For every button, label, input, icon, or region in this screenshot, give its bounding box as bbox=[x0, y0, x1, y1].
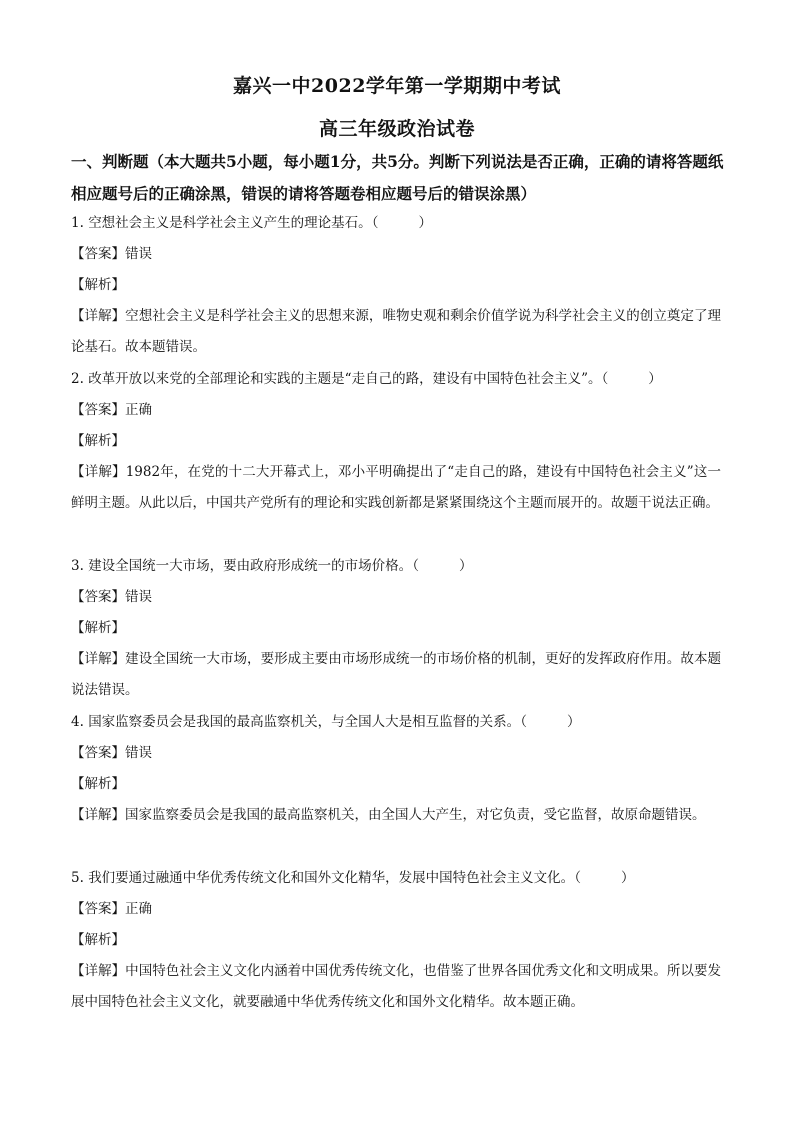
analysis-row-5 bbox=[71, 930, 723, 950]
answer-value: 错误 bbox=[125, 745, 152, 761]
detail-4 bbox=[71, 800, 721, 831]
question-text: 改革开放以来党的全部理论和实践的主题是“走自己的路，建设有中国特色社会主义”。 bbox=[88, 371, 602, 387]
question-number: 1. bbox=[71, 215, 84, 231]
answer-row-2 bbox=[71, 400, 723, 420]
question-4: 4. 国家监察委员会是我国的最高监察机关，与全国人大是相互监督的关系。（ ） bbox=[71, 714, 581, 730]
analysis-label: 【解析】 bbox=[71, 277, 125, 293]
analysis-row-3 bbox=[71, 618, 723, 638]
detail-label: 【详解】 bbox=[71, 308, 126, 324]
detail-text: 1982年，在党的十二大开幕式上，邓小平明确提出了“走自己的路，建设有中国特色社会主义”这一鲜明主题。从此以后，中国共产党所有的理论和实践创新都是紧紧围绕这个主题而展开的。故题干说法正确。 bbox=[71, 464, 721, 511]
answer-row-5 bbox=[71, 899, 723, 919]
answer-label: 【答案】 bbox=[71, 246, 125, 262]
answer-row-3 bbox=[71, 587, 723, 607]
answer-value: 错误 bbox=[125, 246, 152, 262]
answer-value: 错误 bbox=[125, 589, 152, 605]
question-text: 国家监察委员会是我国的最高监察机关，与全国人大是相互监督的关系。 bbox=[88, 714, 521, 730]
question-text: 空想社会主义是科学社会主义产生的理论基石。 bbox=[88, 215, 372, 231]
answer-value: 正确 bbox=[125, 402, 152, 418]
section-heading: 一、判断题（本大题共5小题，每小题1分，共5分。判断下列说法是否正确，正确的请将答题纸相应题号后的正确涂黑，错误的请将答题卷相应题号后的错误涂黑） bbox=[71, 152, 724, 203]
answer-label: 【答案】 bbox=[71, 402, 125, 418]
question-5: 5. 我们要通过融通中华优秀传统文化和国外文化精华，发展中国特色社会主义文化。（ ） bbox=[71, 870, 635, 886]
detail-3 bbox=[71, 644, 721, 706]
exam-title: 嘉兴一中2022学年第一学期期中考试 bbox=[233, 75, 561, 97]
answer-row-4 bbox=[71, 743, 723, 763]
detail-text: 中国特色社会主义文化内涵着中国优秀传统文化，也借鉴了世界各国优秀文化和文明成果。所以要发展中国特色社会主义文化，就要融通中华优秀传统文化和国外文化精华。故本题正确。 bbox=[71, 963, 722, 1010]
analysis-row-4 bbox=[71, 774, 723, 794]
question-text: 建设全国统一大市场，要由政府形成统一的市场价格。 bbox=[88, 558, 413, 574]
analysis-row-1 bbox=[71, 275, 723, 295]
analysis-label: 【解析】 bbox=[71, 433, 125, 449]
answer-value: 正确 bbox=[125, 901, 152, 917]
question-3: 3. 建设全国统一大市场，要由政府形成统一的市场价格。（ ） bbox=[71, 558, 473, 574]
detail-label: 【详解】 bbox=[71, 963, 126, 979]
detail-2 bbox=[71, 457, 721, 519]
question-number: 3. bbox=[71, 558, 84, 574]
analysis-label: 【解析】 bbox=[71, 620, 125, 636]
answer-row-1 bbox=[71, 244, 723, 264]
detail-label: 【详解】 bbox=[71, 651, 126, 667]
detail-text: 建设全国统一大市场，要形成主要由市场形成统一的市场价格的机制，更好的发挥政府作用。故本题说法错误。 bbox=[71, 651, 722, 698]
detail-label: 【详解】 bbox=[71, 464, 126, 480]
answer-label: 【答案】 bbox=[71, 901, 125, 917]
question-number: 2. bbox=[71, 371, 84, 387]
answer-label: 【答案】 bbox=[71, 745, 125, 761]
question-1: 1. 空想社会主义是科学社会主义产生的理论基石。（ ） bbox=[71, 215, 432, 231]
question-number: 5. bbox=[71, 870, 84, 886]
exam-subtitle: 高三年级政治试卷 bbox=[318, 118, 475, 140]
answer-label: 【答案】 bbox=[71, 589, 125, 605]
analysis-label: 【解析】 bbox=[71, 932, 125, 948]
detail-text: 国家监察委员会是我国的最高监察机关，由全国人大产生，对它负责，受它监督，故原命题错误。 bbox=[125, 807, 706, 823]
question-number: 4. bbox=[71, 714, 84, 730]
detail-5 bbox=[71, 956, 721, 1018]
analysis-row-2 bbox=[71, 431, 723, 451]
detail-1 bbox=[71, 301, 721, 363]
detail-label: 【详解】 bbox=[71, 807, 125, 823]
question-2: 2. 改革开放以来党的全部理论和实践的主题是“走自己的路，建设有中国特色社会主义”。（ ） bbox=[71, 371, 662, 387]
analysis-label: 【解析】 bbox=[71, 776, 125, 792]
question-text: 我们要通过融通中华优秀传统文化和国外文化精华，发展中国特色社会主义文化。 bbox=[88, 870, 575, 886]
detail-text: 空想社会主义是科学社会主义的思想来源，唯物史观和剩余价值学说为科学社会主义的创立奠定了理论基石。故本题错误。 bbox=[71, 308, 722, 355]
